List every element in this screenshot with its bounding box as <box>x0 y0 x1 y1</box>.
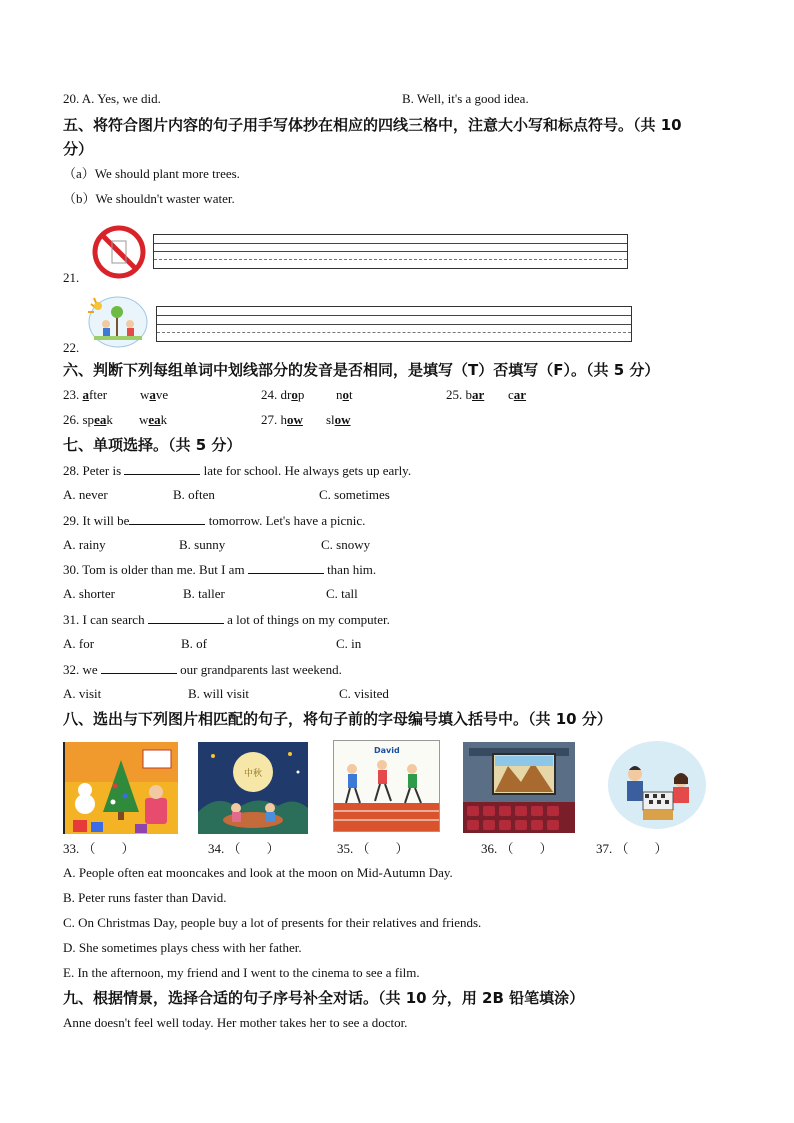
underlined-letters: a <box>82 387 89 402</box>
q26-word-2: weak <box>139 412 168 427</box>
underlined-letters: ow <box>287 412 303 427</box>
sentence-d: D. She sometimes plays chess with her father. <box>63 940 302 955</box>
david-label: David <box>374 746 400 755</box>
q20-option-b: B. Well, it's a good idea. <box>402 91 529 106</box>
q29-option-b[interactable]: B. sunny <box>179 537 226 552</box>
q28-option-a[interactable]: A. never <box>63 487 108 502</box>
running-race-picture <box>333 740 440 832</box>
q23-word-2: wave <box>140 387 169 402</box>
moon-label: 中秋 <box>243 769 263 779</box>
section-5-heading: 五、将符合图片内容的句子用手写体抄在相应的四线三格中，注意大小写和标点符号。（共 10 <box>63 116 682 134</box>
underlined-letters: ar <box>472 387 485 402</box>
sentence-b: B. Peter runs faster than David. <box>63 890 227 905</box>
answer-blank[interactable] <box>129 512 205 525</box>
q24: 24. drop <box>261 387 305 402</box>
no-sign-icon <box>90 224 148 280</box>
q32-option-c[interactable]: C. visited <box>339 686 389 701</box>
q34-answer[interactable]: 34. （ ） <box>208 841 280 856</box>
section-8-heading: 八、选出与下列图片相匹配的句子，将句子前的字母编号填入括号中。（共 10 分） <box>63 710 612 728</box>
q23: 23. after <box>63 387 108 402</box>
underlined-letters: ea <box>148 412 161 427</box>
q27-word-2: slow <box>326 412 351 427</box>
q33-answer[interactable]: 33. （ ） <box>63 841 135 856</box>
section-5-heading-cont: 分） <box>63 140 94 158</box>
underlined-letters: o <box>342 387 349 402</box>
q30-stem: 30. Tom is older than me. But I am than him. <box>63 562 377 577</box>
q22-number: 22. <box>63 340 80 355</box>
answer-blank[interactable] <box>248 561 324 574</box>
answer-blank[interactable] <box>148 611 224 624</box>
q27: 27. how <box>261 412 303 427</box>
q32-stem: 32. we our grandparents last weekend. <box>63 662 342 677</box>
q30-option-a[interactable]: A. shorter <box>63 586 115 601</box>
answer-blank[interactable] <box>101 661 177 674</box>
q36-answer[interactable]: 36. （ ） <box>481 841 553 856</box>
q28-option-b[interactable]: B. often <box>173 487 215 502</box>
q31-option-b[interactable]: B. of <box>181 636 207 651</box>
sentence-option-b: （b）We shouldn't waster water. <box>63 191 235 206</box>
sentence-option-a: （a）We should plant more trees. <box>63 166 240 181</box>
section-9-heading: 九、根据情景，选择合适的句子序号补全对话。（共 10 分，用 2B 铅笔填涂） <box>63 989 585 1007</box>
q37-answer[interactable]: 37. （ ） <box>596 841 668 856</box>
q30-option-b[interactable]: B. taller <box>183 586 225 601</box>
q35-answer[interactable]: 35. （ ） <box>337 841 409 856</box>
q30-option-c[interactable]: C. tall <box>326 586 358 601</box>
q28-option-c[interactable]: C. sometimes <box>319 487 390 502</box>
dialogue-intro: Anne doesn't feel well today. Her mother takes her to see a doctor. <box>63 1015 408 1030</box>
q28-stem: 28. Peter is late for school. He always gets up early. <box>63 463 412 478</box>
section-7-heading: 七、单项选择。（共 5 分） <box>63 436 242 454</box>
underlined-letters: a <box>149 387 156 402</box>
q26: 26. speak <box>63 412 113 427</box>
q21-writing-lines[interactable] <box>153 234 628 269</box>
underlined-letters: o <box>291 387 298 402</box>
q25: 25. bar <box>446 387 485 402</box>
q32-option-a[interactable]: A. visit <box>63 686 102 701</box>
chess-picture <box>607 740 707 830</box>
sentence-a: A. People often eat mooncakes and look at the moon on Mid-Autumn Day. <box>63 865 453 880</box>
cinema-picture <box>463 742 575 833</box>
tree-planting-picture <box>88 296 148 348</box>
answer-blank[interactable] <box>124 462 200 475</box>
q32-option-b[interactable]: B. will visit <box>188 686 250 701</box>
sentence-c: C. On Christmas Day, people buy a lot of presents for their relatives and friends. <box>63 915 482 930</box>
underlined-letters: ar <box>513 387 527 402</box>
mid-autumn-picture <box>198 742 308 834</box>
sentence-e: E. In the afternoon, my friend and I went to the cinema to see a film. <box>63 965 420 980</box>
q31-option-c[interactable]: C. in <box>336 636 362 651</box>
q29-option-c[interactable]: C. snowy <box>321 537 371 552</box>
q24-word-2: not <box>336 387 353 402</box>
underlined-letters: ow <box>334 412 351 427</box>
q21-number: 21. <box>63 270 80 285</box>
q20-option-a: 20. A. Yes, we did. <box>63 91 161 106</box>
q22-writing-lines[interactable] <box>156 306 632 342</box>
q29-stem: 29. It will be tomorrow. Let's have a picnic. <box>63 513 366 528</box>
q25-word-2: car <box>508 387 527 402</box>
q31-option-a[interactable]: A. for <box>63 636 95 651</box>
section-6-heading: 六、判断下列每组单词中划线部分的发音是否相同，是填写（T）否填写（F）。（共 5 分） <box>63 361 660 379</box>
christmas-picture <box>63 742 178 834</box>
q29-option-a[interactable]: A. rainy <box>63 537 106 552</box>
underlined-letters: ea <box>94 412 107 427</box>
q31-stem: 31. I can search a lot of things on my computer. <box>63 612 390 627</box>
